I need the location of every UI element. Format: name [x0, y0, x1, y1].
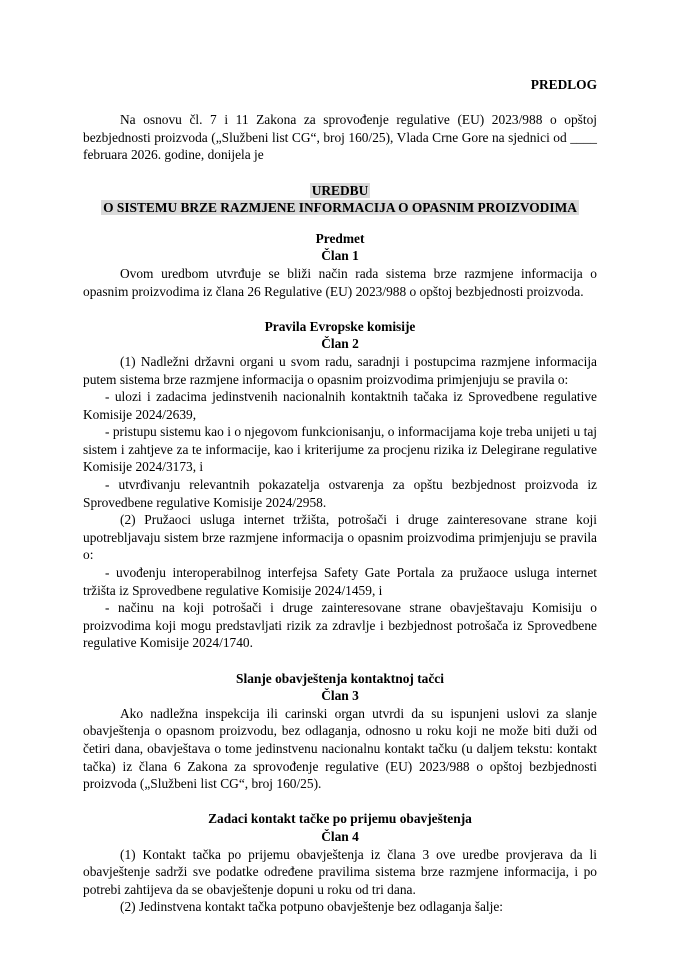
section-4-paragraph-1: (1) Kontakt tačka po prijemu obavještenja iz člana 3 ove uredbe provjerava da li obavještenje sadrži sve podatke određene pravilima sistema brze razmjene informacija, i po potrebi zahtijeva da se obavještenje dopuni u roku od tri dana. — [83, 846, 597, 897]
section-3-article-label: Član 3 — [321, 688, 359, 704]
section-2-paragraph-2: (2) Pružaoci usluga internet tržišta, potrošači i druge zainteresovane strane koji upotrebljavaju sistem brze razmjene informacija o opasnim proizvodima primjenjuju se pravila o: — [83, 512, 597, 563]
decree-title-line2 — [83, 199, 597, 217]
decree-title-line2-text: O SISTEMU BRZE RAZMJENE INFORMACIJA O OPASNIM PROIZVODIMA — [103, 200, 577, 216]
section-2-list-item-1: - ulozi i zadacima jedinstvenih nacionalnih kontaktnih tačaka iz Sprovedbene regulative Komisije 2024/2639, — [83, 389, 597, 422]
decree-title-line1-text: UREDBU — [311, 182, 369, 198]
section-2-list-item-3: - utvrđivanju relevantnih pokazatelja ostvarenja za opštu bezbjednost proizvoda iz Sprovedbene regulative Komisije 2024/2958. — [83, 477, 597, 510]
spacer — [83, 652, 597, 670]
decree-title-line1 — [83, 182, 597, 200]
section-4-paragraph-2: (2) Jedinstvena kontakt tačka potpuno obavještenje bez odlaganja šalje: — [120, 899, 503, 915]
section-3-paragraph-1: Ako nadležna inspekcija ili carinski organ utvrdi da su ispunjeni uslovi za slanje obavještenja o opasnom proizvodu, bez odlaganja, odnosno u roku koji ne može biti duži od četiri dana, obavještava o tome jedinstvenu nacionalnu kontakt tačku (u daljem tekstu: kontakt tačka) iz člana 6 Zakona za sprovođenje regulative (EU) 2023/988 o opštoj bezbjednosti proizvoda („Službeni list CG“, broj 160/25). — [83, 705, 597, 792]
doc-label-predlog: PREDLOG — [530, 77, 597, 92]
section-2-paragraph-1: (1) Nadležni državni organi u svom radu, saradnji i postupcima razmjene informacija putem sistema brze razmjene informacija o opasnim proizvodima primjenjuju se pravila o: — [83, 353, 597, 387]
section-2-list-item-5: - načinu na koji potrošači i druge zainteresovane strane obavještavaju Komisiju o proizvodima koji mogu predstavljati rizik za zdravlje i bezbjednost potrošača iz Sprovedbene regulative Komisije 2024/1740. — [83, 600, 597, 651]
section-4-article-label: Član 4 — [321, 828, 359, 844]
spacer — [83, 217, 597, 230]
spacer — [83, 793, 597, 811]
section-2-list-item-4: - uvođenju interoperabilnog interfejsa Safety Gate Portala za pružaoce usluga internet tržišta iz Sprovedbene regulative Komisije 2024/1459, i — [83, 565, 597, 598]
preamble-paragraph: Na osnovu čl. 7 i 11 Zakona za sprovođenje regulative (EU) 2023/988 o opštoj bezbjednosti proizvoda („Službeni list CG“, broj 160/25), Vlada Crne Gore na sjednici od ____ februara 2026. godine, donijela je — [83, 112, 597, 163]
section-4-heading: Zadaci kontakt tačke po prijemu obavještenja — [208, 811, 472, 827]
section-3-heading: Slanje obavještenja kontaktnoj tačci — [236, 670, 444, 686]
section-2-heading: Pravila Evropske komisije — [264, 318, 416, 334]
spacer — [83, 164, 597, 182]
section-1-paragraph-1: Ovom uredbom utvrđuje se bliži način rada sistema brze razmjene informacija o opasnim proizvodima iz člana 26 Regulative (EU) 2023/988 o opštoj bezbjednosti proizvoda. — [83, 265, 597, 299]
section-2-article-label: Član 2 — [321, 336, 359, 352]
spacer — [83, 300, 597, 318]
spacer — [83, 94, 597, 112]
section-1-heading: Predmet — [315, 230, 365, 246]
section-1-article-label: Član 1 — [321, 248, 359, 264]
section-2-list-item-2: - pristupu sistemu kao i o njegovom funkcionisanju, o informacijama koje treba unijeti u taj sistem i zahtjeve za te informacije, kao i kriterijume za procjenu rizika iz Delegirane regulative Komisije 2024/3173, i — [83, 424, 597, 475]
